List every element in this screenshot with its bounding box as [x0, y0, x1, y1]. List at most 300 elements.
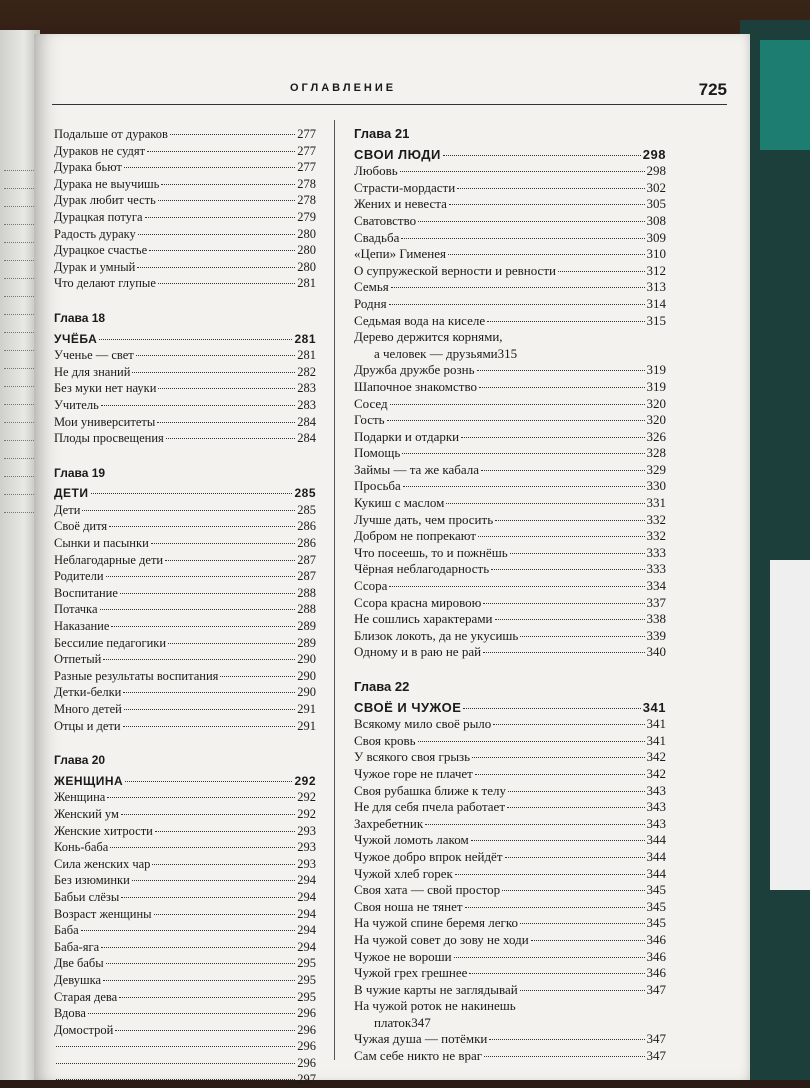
- toc-entry[interactable]: [54, 955, 316, 972]
- toc-entry-title: Своя ноша не тянет: [354, 898, 463, 914]
- toc-entry[interactable]: [354, 595, 666, 612]
- toc-entry-page: 339: [646, 627, 666, 643]
- dot-leader: [463, 708, 640, 709]
- toc-entry-title: Дурака не выучишь: [54, 176, 160, 191]
- toc-entry-title: Подальше от дураков: [54, 127, 168, 141]
- toc-entry[interactable]: [54, 684, 316, 701]
- toc-entry-page: 293: [297, 856, 316, 871]
- toc-entry[interactable]: [54, 823, 316, 840]
- toc-entry-title: Чужое добро впрок нейдёт: [354, 848, 503, 864]
- dot-leader: [121, 897, 295, 898]
- toc-entry[interactable]: [54, 718, 316, 735]
- toc-entry[interactable]: [54, 922, 316, 939]
- chapter-page: 298: [642, 146, 666, 162]
- toc-entry[interactable]: [54, 143, 316, 160]
- toc-entry[interactable]: [354, 561, 666, 578]
- page-number: 725: [698, 80, 727, 99]
- toc-entry-page: 346: [646, 948, 666, 964]
- toc-entry-title: Чужое горе не плачет: [354, 765, 473, 781]
- toc-entry-title: Дружба дружбе рознь: [354, 362, 475, 378]
- dot-leader: [507, 807, 644, 808]
- dot-leader: [489, 1039, 644, 1040]
- toc-entry[interactable]: [354, 932, 666, 949]
- chapter-heading[interactable]: [354, 147, 666, 164]
- toc-entry[interactable]: [54, 176, 316, 193]
- toc-entry-title: Детки-белки: [54, 685, 122, 700]
- toc-entry[interactable]: [54, 242, 316, 259]
- running-head: [52, 80, 727, 104]
- toc-entry[interactable]: [54, 518, 316, 535]
- dot-leader: [520, 990, 645, 991]
- chapter-heading[interactable]: [54, 485, 316, 502]
- toc-entry-page: 315: [497, 345, 518, 361]
- toc-entry[interactable]: [54, 1022, 316, 1039]
- toc-entry-title: Отцы и дети: [54, 718, 121, 733]
- book-cover-label: [770, 560, 810, 890]
- dot-leader: [149, 250, 295, 251]
- toc-entry-title: Чужая душа — потёмки: [354, 1031, 488, 1047]
- toc-entry[interactable]: [354, 1048, 666, 1065]
- toc-entry[interactable]: [54, 552, 316, 569]
- toc-entry-page: 297: [297, 1072, 316, 1087]
- dot-leader: [119, 997, 295, 998]
- toc-entry-page: 347: [646, 1048, 666, 1064]
- toc-entry[interactable]: [54, 226, 316, 243]
- toc-entry[interactable]: [354, 313, 666, 330]
- toc-entry[interactable]: [54, 364, 316, 381]
- dot-leader: [123, 726, 296, 727]
- toc-entry[interactable]: [54, 668, 316, 685]
- toc-entry[interactable]: [354, 379, 666, 396]
- toc-entry[interactable]: [354, 716, 666, 733]
- toc-entry-page: 294: [297, 889, 316, 904]
- chapter-title: СВОИ ЛЮДИ: [354, 146, 441, 162]
- previous-page-line: [4, 512, 34, 513]
- toc-entry-title: Дети: [54, 502, 81, 517]
- toc-entry-page: 277: [297, 160, 316, 175]
- toc-entry-page: 279: [297, 209, 316, 224]
- toc-entry-title: Не сошлись характерами: [354, 611, 493, 627]
- toc-entry[interactable]: [354, 163, 666, 180]
- toc-entry[interactable]: [54, 701, 316, 718]
- toc-entry-page: 331: [646, 495, 666, 511]
- toc-entry-title: Без изюминки: [54, 873, 130, 888]
- toc-entry[interactable]: [54, 275, 316, 292]
- toc-entry-page: 290: [297, 685, 316, 700]
- toc-entry-title: У всякого своя грызь: [354, 749, 471, 765]
- toc-entry[interactable]: [354, 495, 666, 512]
- dot-leader: [99, 339, 292, 340]
- toc-entry-title: Родители: [54, 569, 104, 584]
- toc-entry-title: Воспитание: [54, 585, 118, 600]
- toc-entry-page: 343: [646, 782, 666, 798]
- toc-entry[interactable]: [54, 618, 316, 635]
- previous-page-line: [4, 332, 34, 333]
- dot-leader: [154, 914, 296, 915]
- toc-entry-page: 330: [646, 478, 666, 494]
- toc-entry-title: На чужой совет до зову не ходи: [354, 931, 529, 947]
- toc-entry-page: 280: [297, 226, 316, 241]
- chapter-page: 281: [294, 331, 316, 346]
- chapter-page: 292: [294, 773, 316, 788]
- toc-entry-page: 280: [297, 243, 316, 258]
- dot-leader: [101, 947, 295, 948]
- toc-entry-title: Баба: [54, 923, 79, 938]
- dot-leader: [479, 387, 644, 388]
- toc-entry-title: Радость дураку: [54, 226, 136, 241]
- toc-entry-page: 281: [297, 276, 316, 291]
- toc-entry[interactable]: [354, 965, 666, 982]
- toc-entry[interactable]: [54, 635, 316, 652]
- toc-entry-page: 313: [646, 279, 666, 295]
- previous-page-line: [4, 350, 34, 351]
- toc-entry-page: 332: [646, 511, 666, 527]
- toc-entry-title: Сватовство: [354, 212, 417, 228]
- dot-leader: [502, 890, 644, 891]
- dot-leader: [125, 781, 292, 782]
- toc-entry-page: 345: [646, 882, 666, 898]
- toc-entry-title: Кукиш с маслом: [354, 495, 445, 511]
- toc-entry-title: Женский ум: [54, 806, 119, 821]
- dot-leader: [121, 814, 295, 815]
- toc-entry[interactable]: [54, 209, 316, 226]
- toc-entry-title: Потачка: [54, 602, 98, 617]
- previous-page-line: [4, 188, 34, 189]
- toc-entry[interactable]: [354, 866, 666, 883]
- toc-entry[interactable]: [354, 429, 666, 446]
- toc-entry[interactable]: [354, 915, 666, 932]
- previous-page-line: [4, 368, 34, 369]
- toc-entry[interactable]: [354, 849, 666, 866]
- toc-entry-page: 295: [297, 956, 316, 971]
- previous-page-line: [4, 440, 34, 441]
- toc-entry-title: Своя рубашка ближе к телу: [354, 782, 506, 798]
- toc-entry-title: Чужой ломоть лаком: [354, 832, 469, 848]
- toc-entry-page: 319: [646, 378, 666, 394]
- toc-entry-page: 305: [646, 196, 666, 212]
- dot-leader: [103, 659, 295, 660]
- toc-entry[interactable]: [354, 180, 666, 197]
- toc-entry[interactable]: [354, 329, 666, 362]
- toc-entry-page: 320: [646, 412, 666, 428]
- toc-entry-page: 298: [646, 163, 666, 179]
- toc-entry[interactable]: [354, 445, 666, 462]
- toc-entry[interactable]: [354, 628, 666, 645]
- dot-leader: [483, 603, 644, 604]
- toc-entry-page: 319: [646, 362, 666, 378]
- toc-entry[interactable]: [54, 872, 316, 889]
- dot-leader: [401, 238, 644, 239]
- previous-page-line: [4, 242, 34, 243]
- previous-page-line: [4, 494, 34, 495]
- chapter-heading[interactable]: [54, 773, 316, 790]
- toc-entry-title: Старая дева: [54, 989, 118, 1004]
- toc-entry-title: Ссора: [354, 578, 388, 594]
- toc-entry-page: 287: [297, 569, 316, 584]
- dot-leader: [391, 287, 645, 288]
- toc-entry-title: Плоды просвещения: [54, 431, 164, 446]
- dot-leader: [457, 188, 644, 189]
- dot-leader: [493, 724, 644, 725]
- toc-entry-title: Своя хата — свой простор: [354, 882, 501, 898]
- toc-entry-page: 346: [646, 931, 666, 947]
- previous-page-line: [4, 260, 34, 261]
- dot-leader: [520, 636, 644, 637]
- dot-leader: [469, 973, 644, 974]
- toc-entry-page: 308: [646, 212, 666, 228]
- toc-entry-page: 347: [646, 1031, 666, 1047]
- dot-leader: [161, 184, 295, 185]
- toc-entry[interactable]: [354, 230, 666, 247]
- toc-entry-page: 309: [646, 229, 666, 245]
- toc-entry-page: 333: [646, 544, 666, 560]
- toc-entry-continuation: [354, 1015, 666, 1032]
- toc-entry-page: 296: [297, 1006, 316, 1021]
- toc-entry-page: 283: [297, 381, 316, 396]
- dot-leader: [455, 874, 645, 875]
- toc-entry-page: 343: [646, 799, 666, 815]
- toc-entry[interactable]: [354, 279, 666, 296]
- dot-leader: [403, 486, 645, 487]
- toc-entry[interactable]: [54, 192, 316, 209]
- toc-entry-page: 294: [297, 906, 316, 921]
- toc-entry[interactable]: [354, 644, 666, 661]
- toc-entry[interactable]: [354, 783, 666, 800]
- dot-leader: [478, 536, 645, 537]
- toc-entry-page: 294: [297, 939, 316, 954]
- toc-entry-title: Сила женских чар: [54, 856, 151, 871]
- toc-entry-page: 346: [646, 965, 666, 981]
- toc-entry-title: Добром не попрекают: [354, 528, 476, 544]
- toc-entry-title: Дураков не судят: [54, 143, 146, 158]
- dot-leader: [465, 907, 645, 908]
- toc-entry-page: 296: [297, 1055, 316, 1070]
- toc-entry[interactable]: [54, 839, 316, 856]
- toc-entry[interactable]: [354, 213, 666, 230]
- toc-entry-page: 342: [646, 765, 666, 781]
- toc-entry-title: На чужой роток не накинешь: [354, 998, 516, 1014]
- toc-entry[interactable]: [354, 578, 666, 595]
- dot-leader: [155, 831, 295, 832]
- dot-leader: [483, 652, 644, 653]
- toc-entry[interactable]: [54, 126, 316, 143]
- toc-entry[interactable]: [54, 972, 316, 989]
- toc-entry-title: Одному и в раю не рай: [354, 644, 482, 660]
- dot-leader: [158, 200, 295, 201]
- toc-entry[interactable]: [354, 998, 666, 1031]
- toc-entry-title: Шапочное знакомство: [354, 378, 478, 394]
- toc-entry-page: 347: [646, 981, 666, 997]
- toc-entry[interactable]: [54, 347, 316, 364]
- toc-entry-continued: [54, 1055, 316, 1072]
- toc-entry[interactable]: [354, 982, 666, 999]
- toc-entry-page: 347: [411, 1014, 431, 1030]
- toc-entry-title: Семья: [354, 279, 389, 295]
- toc-entry[interactable]: [354, 462, 666, 479]
- toc-entry-title: На чужой спине беремя легко: [354, 915, 518, 931]
- toc-entry[interactable]: [54, 789, 316, 806]
- chapter-heading[interactable]: [54, 331, 316, 348]
- toc-entry-title: Всякому мило своё рыло: [354, 716, 492, 732]
- toc-entry-page: 345: [646, 898, 666, 914]
- toc-entry[interactable]: [54, 502, 316, 519]
- toc-entry[interactable]: [354, 949, 666, 966]
- chapter-title: ЖЕНЩИНА: [54, 773, 124, 788]
- toc-entry-page: 344: [646, 848, 666, 864]
- toc-entry-page: 277: [297, 127, 316, 141]
- toc-entry[interactable]: [354, 816, 666, 833]
- book-cover-band: [760, 40, 810, 150]
- toc-entry-title: Близок локоть, да не укусишь: [354, 627, 519, 643]
- dot-leader: [484, 1056, 644, 1057]
- toc-entry-title: Дурака бьют: [54, 160, 122, 175]
- toc-entry-page: 294: [297, 923, 316, 938]
- chapter-label: Глава 20: [54, 753, 106, 768]
- dot-leader: [106, 576, 296, 577]
- toc-entry-title: Дурак и умный: [54, 259, 136, 274]
- toc-entry[interactable]: [354, 611, 666, 628]
- toc-entry[interactable]: [54, 159, 316, 176]
- toc-entry-title: Своё дитя: [54, 519, 108, 534]
- dot-leader: [505, 857, 645, 858]
- toc-entry-title: Девушка: [54, 972, 102, 987]
- previous-page-line: [4, 170, 34, 171]
- toc-entry[interactable]: [54, 1005, 316, 1022]
- toc-entry[interactable]: [54, 806, 316, 823]
- toc-entry-page: 295: [297, 989, 316, 1004]
- toc-entry[interactable]: [354, 246, 666, 263]
- toc-entry[interactable]: [54, 535, 316, 552]
- toc-entry[interactable]: [354, 196, 666, 213]
- toc-entry[interactable]: [354, 882, 666, 899]
- toc-entry[interactable]: [354, 528, 666, 545]
- dot-leader: [170, 134, 295, 135]
- toc-entry[interactable]: [54, 651, 316, 668]
- dot-leader: [461, 437, 644, 438]
- chapter-page: 285: [294, 486, 316, 501]
- toc-entry-title: Баба-яга: [54, 939, 100, 954]
- toc-entry[interactable]: [54, 856, 316, 873]
- dot-leader: [132, 880, 295, 881]
- toc-entry-page: 296: [297, 1022, 316, 1037]
- toc-entry[interactable]: [354, 766, 666, 783]
- dot-leader: [137, 267, 295, 268]
- toc-entry[interactable]: [354, 512, 666, 529]
- toc-entry-page: 277: [297, 143, 316, 158]
- dot-leader: [158, 283, 295, 284]
- toc-entry[interactable]: [54, 889, 316, 906]
- dot-leader: [115, 1030, 295, 1031]
- dot-leader: [402, 453, 644, 454]
- toc-entry[interactable]: [354, 1031, 666, 1048]
- toc-entry[interactable]: [54, 568, 316, 585]
- dot-leader: [491, 569, 644, 570]
- toc-entry-page: 320: [646, 395, 666, 411]
- toc-entry-title: В чужие карты не заглядывай: [354, 981, 518, 997]
- toc-entry-page: 290: [297, 652, 316, 667]
- toc-entry[interactable]: [54, 430, 316, 447]
- toc-entry-title-cont: платок: [374, 1014, 412, 1030]
- toc-entry[interactable]: [54, 397, 316, 414]
- toc-entry-title: Конь-баба: [54, 840, 109, 855]
- dot-leader: [56, 1046, 295, 1047]
- dot-leader: [101, 405, 295, 406]
- toc-entry[interactable]: [54, 414, 316, 431]
- dot-leader: [166, 438, 295, 439]
- toc-entry[interactable]: [54, 601, 316, 618]
- previous-page-line: [4, 476, 34, 477]
- toc-entry-title: Сам себе никто не враг: [354, 1048, 483, 1064]
- toc-entry[interactable]: [354, 733, 666, 750]
- header-rule: [52, 104, 727, 105]
- toc-entry-title: Просьба: [354, 478, 401, 494]
- toc-entry[interactable]: [354, 362, 666, 379]
- toc-entry-title: Чужое не вороши: [354, 948, 452, 964]
- dot-leader: [136, 355, 295, 356]
- toc-entry-continuation: [354, 346, 666, 363]
- toc-entry[interactable]: [354, 396, 666, 413]
- chapter-title: УЧЁБА: [54, 331, 98, 346]
- toc-entry[interactable]: [354, 412, 666, 429]
- toc-entry-title: Дурацкая потуга: [54, 209, 143, 224]
- toc-entry[interactable]: [54, 585, 316, 602]
- dot-leader: [151, 543, 295, 544]
- dot-leader: [449, 204, 645, 205]
- toc-entry[interactable]: [54, 989, 316, 1006]
- toc-entry-page: 333: [646, 561, 666, 577]
- toc-entry[interactable]: [54, 259, 316, 276]
- toc-entry-title: Чёрная неблагодарность: [354, 561, 490, 577]
- dot-leader: [82, 510, 295, 511]
- toc-entry-title: Дурак любит честь: [54, 193, 156, 208]
- toc-entry[interactable]: [354, 478, 666, 495]
- toc-entry-title: Много детей: [54, 702, 122, 716]
- toc-entry[interactable]: [354, 832, 666, 849]
- previous-page-line: [4, 224, 34, 225]
- toc-entry[interactable]: [54, 906, 316, 923]
- toc-entry[interactable]: [354, 263, 666, 280]
- toc-entry-page: 283: [297, 397, 316, 412]
- toc-entry[interactable]: [354, 749, 666, 766]
- toc-entry-title: Страсти-мордасти: [354, 179, 456, 195]
- toc-entry-page: 295: [297, 972, 316, 987]
- toc-entry-title: Любовь: [354, 163, 398, 179]
- dot-leader: [120, 593, 295, 594]
- toc-entry-title: Не для знаний: [54, 364, 131, 379]
- toc-entry[interactable]: [354, 545, 666, 562]
- toc-entry-title: Вдова: [54, 1006, 86, 1021]
- dot-leader: [495, 619, 645, 620]
- toc-entry-title: Бабьи слёзы: [54, 889, 120, 904]
- toc-entry-title: «Цепи» Гименея: [354, 246, 447, 262]
- toc-entry-title: Наказание: [54, 619, 110, 634]
- dot-leader: [158, 388, 295, 389]
- toc-entry[interactable]: [354, 296, 666, 313]
- toc-entry-page: 310: [646, 246, 666, 262]
- dot-leader: [387, 420, 645, 421]
- toc-entry[interactable]: [354, 899, 666, 916]
- chapter-heading[interactable]: [354, 700, 666, 717]
- dot-leader: [145, 217, 296, 218]
- toc-entry[interactable]: [54, 380, 316, 397]
- toc-entry-title: Женские хитрости: [54, 823, 153, 838]
- toc-entry[interactable]: [354, 799, 666, 816]
- toc-entry-title: Дерево держится корнями,: [354, 329, 503, 345]
- toc-entry[interactable]: [54, 939, 316, 956]
- toc-entry-title: Седьмая вода на киселе: [354, 312, 486, 328]
- toc-entry-page: 340: [646, 644, 666, 660]
- dot-leader: [481, 470, 644, 471]
